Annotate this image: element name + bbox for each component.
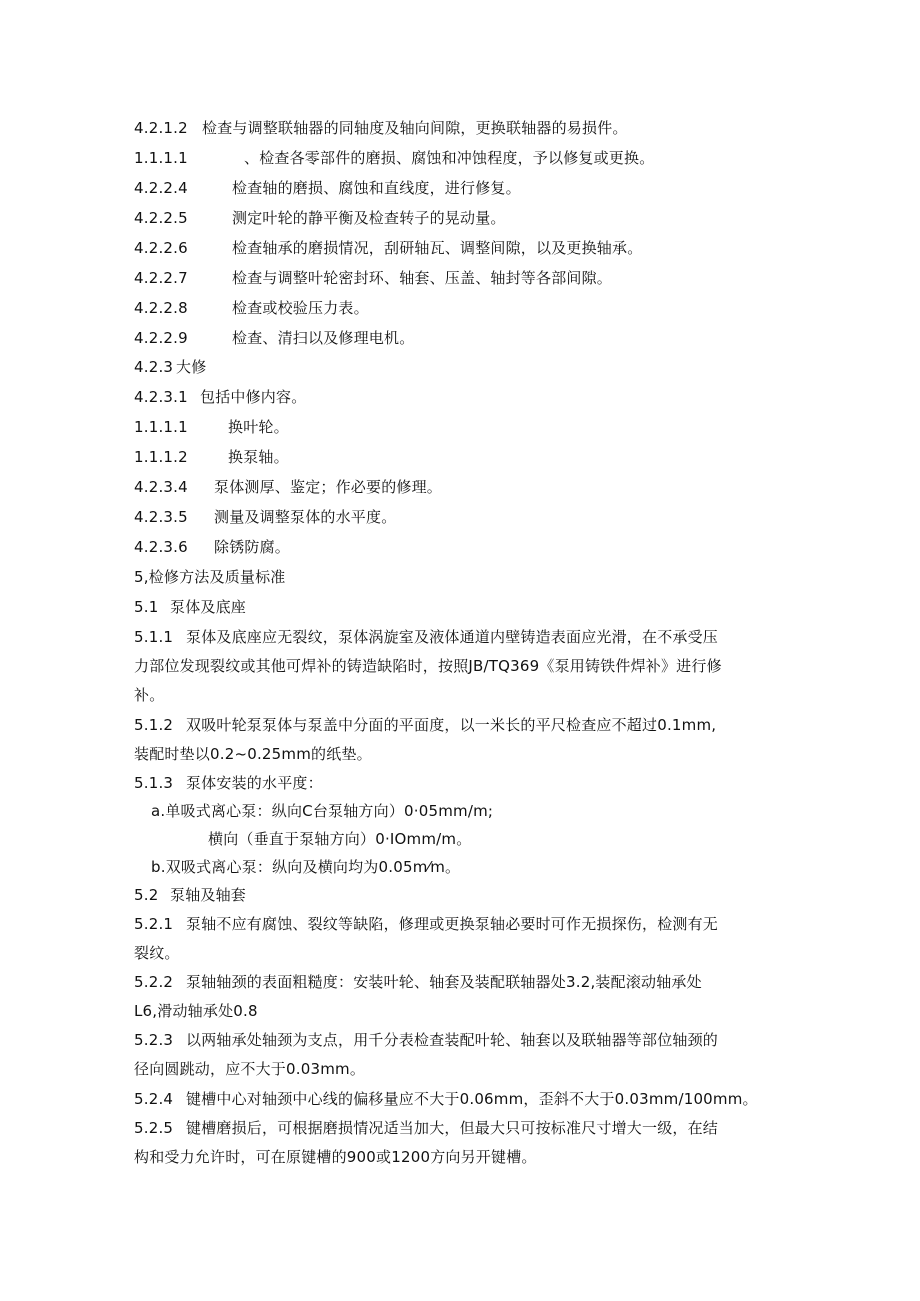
clause-number: 4.2.3.1: [134, 388, 188, 406]
clause-4-2-3-4: [134, 476, 442, 498]
clause-5-1-2-cont: [134, 743, 372, 765]
clause-5-1-1: [134, 626, 718, 648]
clause-number: 4.2.3.5: [134, 508, 188, 526]
clause-number: 5.1.1: [134, 628, 174, 646]
clause-text: 装配时垫以0.2~0.25mm的纸垫。: [134, 745, 372, 763]
clause-text: 检查、清扫以及修理电机。: [232, 329, 415, 347]
clause-text: 检查轴承的磨损情况，刮研轴瓦、调整间隙，以及更换轴承。: [232, 239, 643, 257]
clause-text: L6,滑动轴承处0.8: [134, 1002, 258, 1020]
clause-5-2-5-cont: [134, 1146, 537, 1168]
clause-text: 力部位发现裂纹或其他可焊补的铸造缺陷时，按照JB/TQ369《泵用铸铁件焊补》进行修: [134, 657, 722, 675]
clause-text: 补。: [134, 686, 165, 704]
clause-4-2-2-4: [134, 177, 521, 199]
clause-text: 泵轴及轴套: [170, 886, 247, 904]
clause-text: 泵体测厚、鉴定；作必要的修理。: [214, 478, 443, 496]
clause-5-2-2: [134, 971, 702, 993]
clause-4-2-3-6: [134, 536, 290, 558]
clause-4-2-3-1: [134, 386, 306, 408]
clause-text: 泵轴不应有腐蚀、裂纹等缺陷，修理或更换泵轴必要时可作无损探伤，检测有无: [186, 915, 719, 933]
clause-4-2-2-5: [134, 207, 506, 229]
clause-text: 包括中修内容。: [200, 388, 307, 406]
clause-text: 裂纹。: [134, 944, 180, 962]
section-5-heading: [134, 566, 286, 588]
clause-text: 除锈防腐。: [214, 538, 291, 556]
clause-text: 测定叶轮的静平衡及检查转子的晃动量。: [232, 209, 506, 227]
clause-5-2-3: [134, 1029, 718, 1051]
clause-text: 换叶轮。: [228, 418, 289, 436]
clause-number: 4.2.1.2: [134, 119, 188, 137]
clause-text: 横向（垂直于泵轴方向）0·IOmm/m。: [208, 830, 472, 848]
clause-1-1-1-2: [134, 446, 289, 468]
clause-number: 5.2: [134, 886, 159, 904]
section-5-1-heading: [134, 596, 246, 618]
clause-4-2-2-6: [134, 237, 642, 259]
clause-5-1-1-cont: [134, 655, 722, 677]
clause-5-2-5: [134, 1117, 718, 1139]
clause-5-1-3: [134, 772, 323, 794]
clause-4-2-2-7: [134, 267, 612, 289]
clause-number: 1.1.1.1: [134, 149, 188, 167]
clause-number: 4.2.3.4: [134, 478, 188, 496]
section-4-2-3-heading: [134, 356, 206, 378]
clause-4-2-2-8: [134, 297, 369, 319]
clause-number: 5.2.4: [134, 1090, 174, 1108]
clause-4-2-1-2: [134, 117, 628, 139]
clause-text: 泵体安装的水平度：: [186, 774, 323, 792]
clause-number: 5.2.3: [134, 1031, 174, 1049]
clause-text: 键槽中心对轴颈中心线的偏移量应不大于0.06mm，歪斜不大于0.03mm/100mm。: [186, 1090, 758, 1108]
clause-text: 泵体及底座应无裂纹，泵体涡旋室及液体通道内壁铸造表面应光滑，在不承受压: [186, 628, 719, 646]
clause-text: 大修: [176, 358, 207, 376]
clause-number: 4.2.2.9: [134, 329, 188, 347]
clause-text: 键槽磨损后，可根据磨损情况适当加大，但最大只可按标准尺寸增大一级，在结: [186, 1119, 719, 1137]
clause-text: 双吸叶轮泵泵体与泵盖中分面的平面度，以一米长的平尺检查应不超过0.1mm,: [186, 716, 717, 734]
clause-5-1-1-cont-2: [134, 684, 164, 706]
clause-text: 检查与调整叶轮密封环、轴套、压盖、轴封等各部间隙。: [232, 269, 613, 287]
clause-number: 5.1: [134, 598, 159, 616]
clause-text: b.双吸式离心泵：纵向及横向均为0.05m⁄m。: [151, 858, 461, 876]
clause-5-1-2: [134, 714, 716, 736]
clause-number: 4.2.2.5: [134, 209, 188, 227]
clause-text: 检查轴的磨损、腐蚀和直线度，进行修复。: [232, 179, 521, 197]
clause-text: 泵体及底座: [170, 598, 247, 616]
clause-text: 、检查各零部件的磨损、腐蚀和冲蚀程度，予以修复或更换。: [244, 149, 655, 167]
clause-number: 5.2.1: [134, 915, 174, 933]
clause-number: 1.1.1.1: [134, 418, 188, 436]
clause-text: 检查或校验压力表。: [232, 299, 369, 317]
item-a-horizontal: [208, 828, 471, 850]
clause-number: 4.2.3: [134, 358, 174, 376]
clause-5-2-4: [134, 1088, 758, 1110]
item-b-double-suction: [151, 856, 460, 878]
clause-1-1-1-1: [134, 147, 654, 169]
clause-number: 5.1.3: [134, 774, 174, 792]
clause-5-2-1: [134, 913, 718, 935]
clause-5-2-1-cont: [134, 942, 180, 964]
clause-number: 4.2.2.6: [134, 239, 188, 257]
clause-number: 4.2.3.6: [134, 538, 188, 556]
clause-1-1-1-1-b: [134, 416, 289, 438]
clause-5-2-3-cont: [134, 1058, 365, 1080]
clause-text: 径向圆跳动，应不大于0.03mm。: [134, 1060, 366, 1078]
clause-text: 检查与调整联轴器的同轴度及轴向间隙，更换联轴器的易损件。: [202, 119, 628, 137]
clause-4-2-3-5: [134, 506, 396, 528]
clause-text: 泵轴轴颈的表面粗糙度：安装叶轮、轴套及装配联轴器处3.2,装配滚动轴承处: [186, 973, 702, 991]
clause-number: 5.2.5: [134, 1119, 174, 1137]
clause-number: 4.2.2.8: [134, 299, 188, 317]
clause-text: a.单吸式离心泵：纵向C台泵轴方向）0·05mm/m;: [151, 802, 494, 820]
section-title: 5,检修方法及质量标准: [134, 568, 286, 586]
clause-text: 换泵轴。: [228, 448, 289, 466]
clause-text: 构和受力允许时，可在原键槽的900或1200方向另开键槽。: [134, 1148, 537, 1166]
clause-number: 4.2.2.7: [134, 269, 188, 287]
clause-number: 5.1.2: [134, 716, 174, 734]
clause-5-2-2-cont: [134, 1000, 258, 1022]
item-a-single-suction: [151, 800, 493, 822]
clause-text: 测量及调整泵体的水平度。: [214, 508, 397, 526]
section-5-2-heading: [134, 884, 246, 906]
clause-4-2-2-9: [134, 327, 414, 349]
clause-number: 1.1.1.2: [134, 448, 188, 466]
clause-number: 4.2.2.4: [134, 179, 188, 197]
clause-number: 5.2.2: [134, 973, 174, 991]
clause-text: 以两轴承处轴颈为支点，用千分表检查装配叶轮、轴套以及联轴器等部位轴颈的: [186, 1031, 719, 1049]
